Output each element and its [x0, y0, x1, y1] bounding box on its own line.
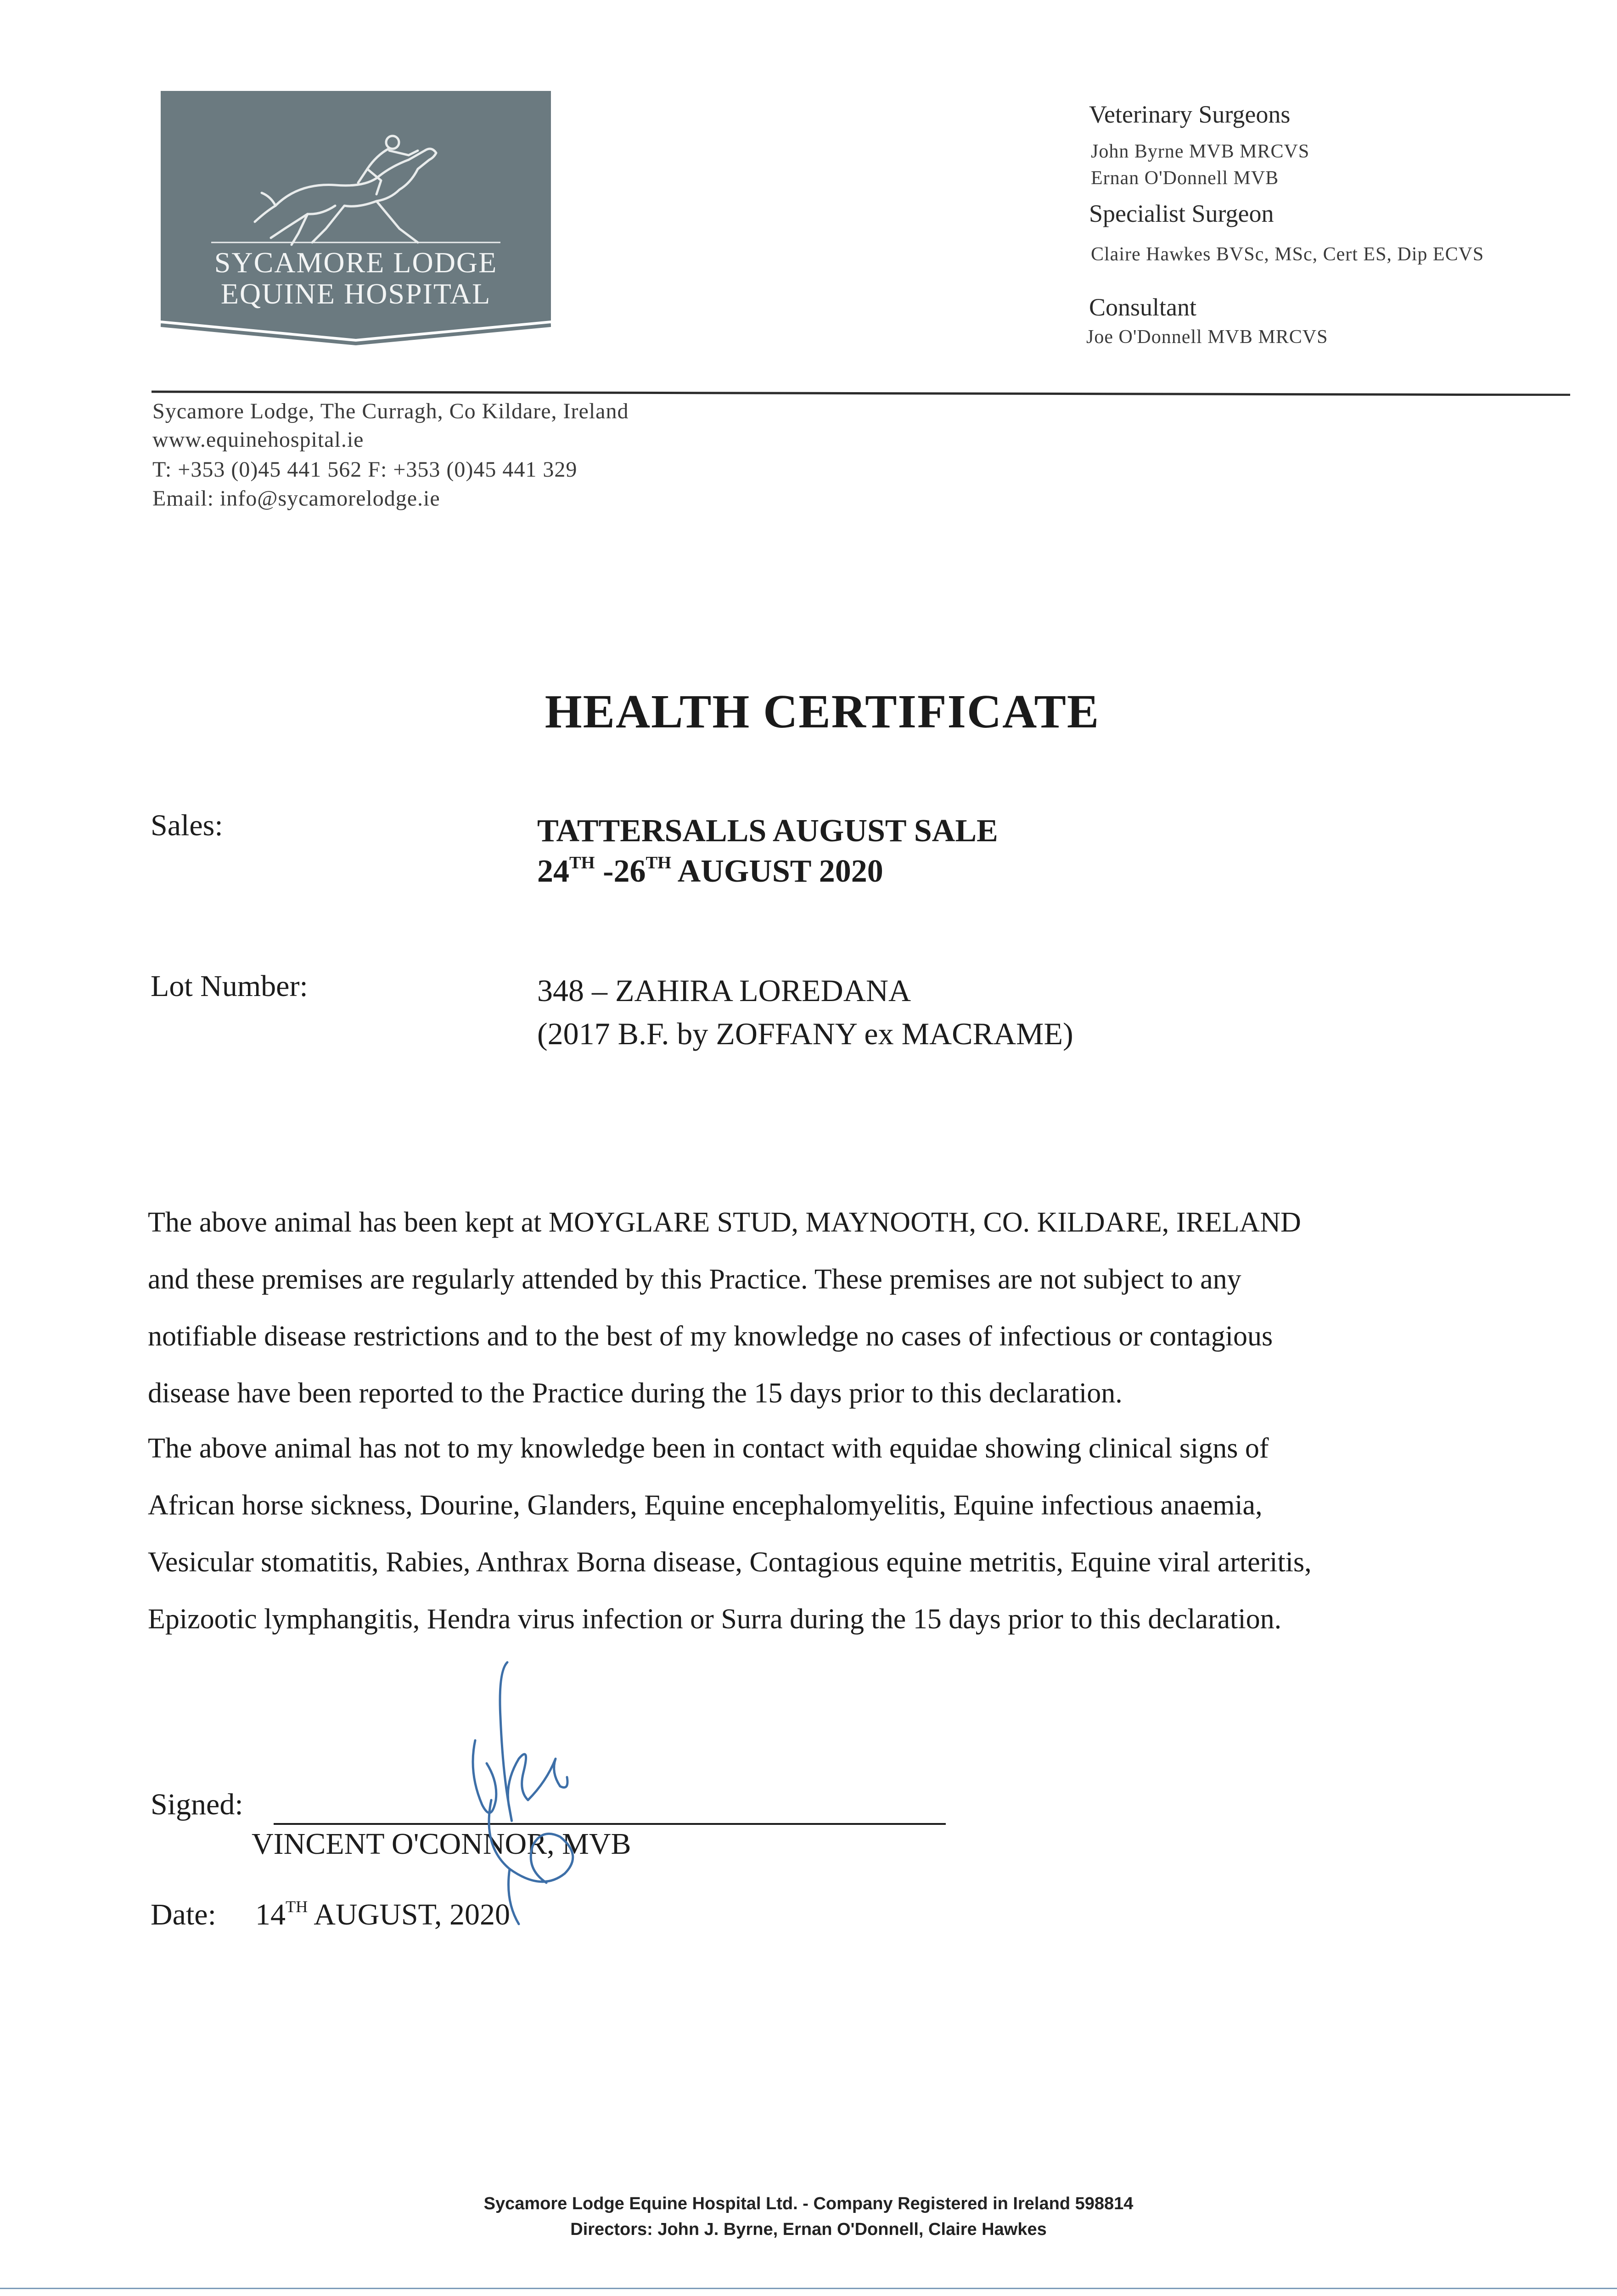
specialist-surgeon-name: Claire Hawkes BVSc, MSc, Cert ES, Dip ECVS [1091, 244, 1484, 265]
consultant-heading: Consultant [1089, 293, 1197, 321]
veterinary-surgeon-name: John Byrne MVB MRCVS [1091, 141, 1310, 162]
declaration-paragraph-1 [148, 1194, 1479, 1422]
paragraph-line: The above animal has been kept at MOYGLARE STUD, MAYNOOTH, CO. KILDARE, IRELAND [148, 1207, 1301, 1238]
email: Email: info@sycamorelodge.ie [152, 486, 440, 511]
footer-directors-line: Directors: John J. Byrne, Ernan O'Donnell, Claire Hawkes [570, 2220, 1047, 2239]
paragraph-line: and these premises are regularly attended by this Practice. These premises are not subject to any [148, 1264, 1241, 1295]
date-label: Date: [151, 1898, 216, 1931]
declaration-paragraph-2 [148, 1420, 1479, 1648]
paragraph-line: The above animal has not to my knowledge been in contact with equidae showing clinical signs of [148, 1433, 1269, 1464]
veterinary-surgeons-heading: Veterinary Surgeons [1089, 101, 1291, 128]
certificate-title: HEALTH CERTIFICATE [545, 685, 1100, 738]
signed-label: Signed: [151, 1788, 243, 1821]
certificate-date: 14TH AUGUST, 2020 [255, 1897, 511, 1931]
consultant-name: Joe O'Donnell MVB MRCVS [1086, 326, 1328, 348]
signatory-name: VINCENT O'CONNOR, MVB [252, 1827, 631, 1861]
website: www.equinehospital.ie [152, 428, 364, 452]
sale-dates: 24TH -26TH AUGUST 2020 [537, 853, 883, 889]
hospital-logo [161, 91, 551, 348]
veterinary-surgeon-name: Ernan O'Donnell MVB [1091, 168, 1279, 189]
lot-number-value: 348 – ZAHIRA LOREDANA [537, 973, 911, 1008]
specialist-surgeon-heading: Specialist Surgeon [1089, 200, 1274, 227]
footer-company-line: Sycamore Lodge Equine Hospital Ltd. - Company Registered in Ireland 598814 [483, 2194, 1134, 2213]
logo-line-1: SYCAMORE LODGE [214, 246, 498, 279]
paragraph-line: Epizootic lymphangitis, Hendra virus infection or Surra during the 15 days prior to this declaration. [148, 1604, 1282, 1635]
paragraph-line: African horse sickness, Dourine, Glanders, Equine encephalomyelitis, Equine infectious anaemia, [148, 1490, 1263, 1521]
paragraph-line: disease have been reported to the Practice during the 15 days prior to this declaration. [148, 1378, 1123, 1409]
phone-fax: T: +353 (0)45 441 562 F: +353 (0)45 441 329 [152, 457, 578, 482]
paragraph-line: notifiable disease restrictions and to the best of my knowledge no cases of infectious or contagious [148, 1321, 1273, 1352]
letterhead-divider [152, 390, 1570, 396]
paragraph-line: Vesicular stomatitis, Rabies, Anthrax Borna disease, Contagious equine metritis, Equine viral arteritis, [148, 1547, 1312, 1578]
handwritten-signature [455, 1653, 606, 1938]
lot-number-label: Lot Number: [151, 969, 308, 1003]
sale-name: TATTERSALLS AUGUST SALE [537, 813, 998, 849]
signature-line [274, 1823, 946, 1825]
bottom-edge-line [0, 2288, 1617, 2289]
lot-pedigree: (2017 B.F. by ZOFFANY ex MACRAME) [537, 1016, 1073, 1051]
address-line: Sycamore Lodge, The Curragh, Co Kildare, Ireland [152, 399, 629, 423]
sales-label: Sales: [151, 809, 223, 842]
logo-line-2: EQUINE HOSPITAL [220, 277, 491, 310]
